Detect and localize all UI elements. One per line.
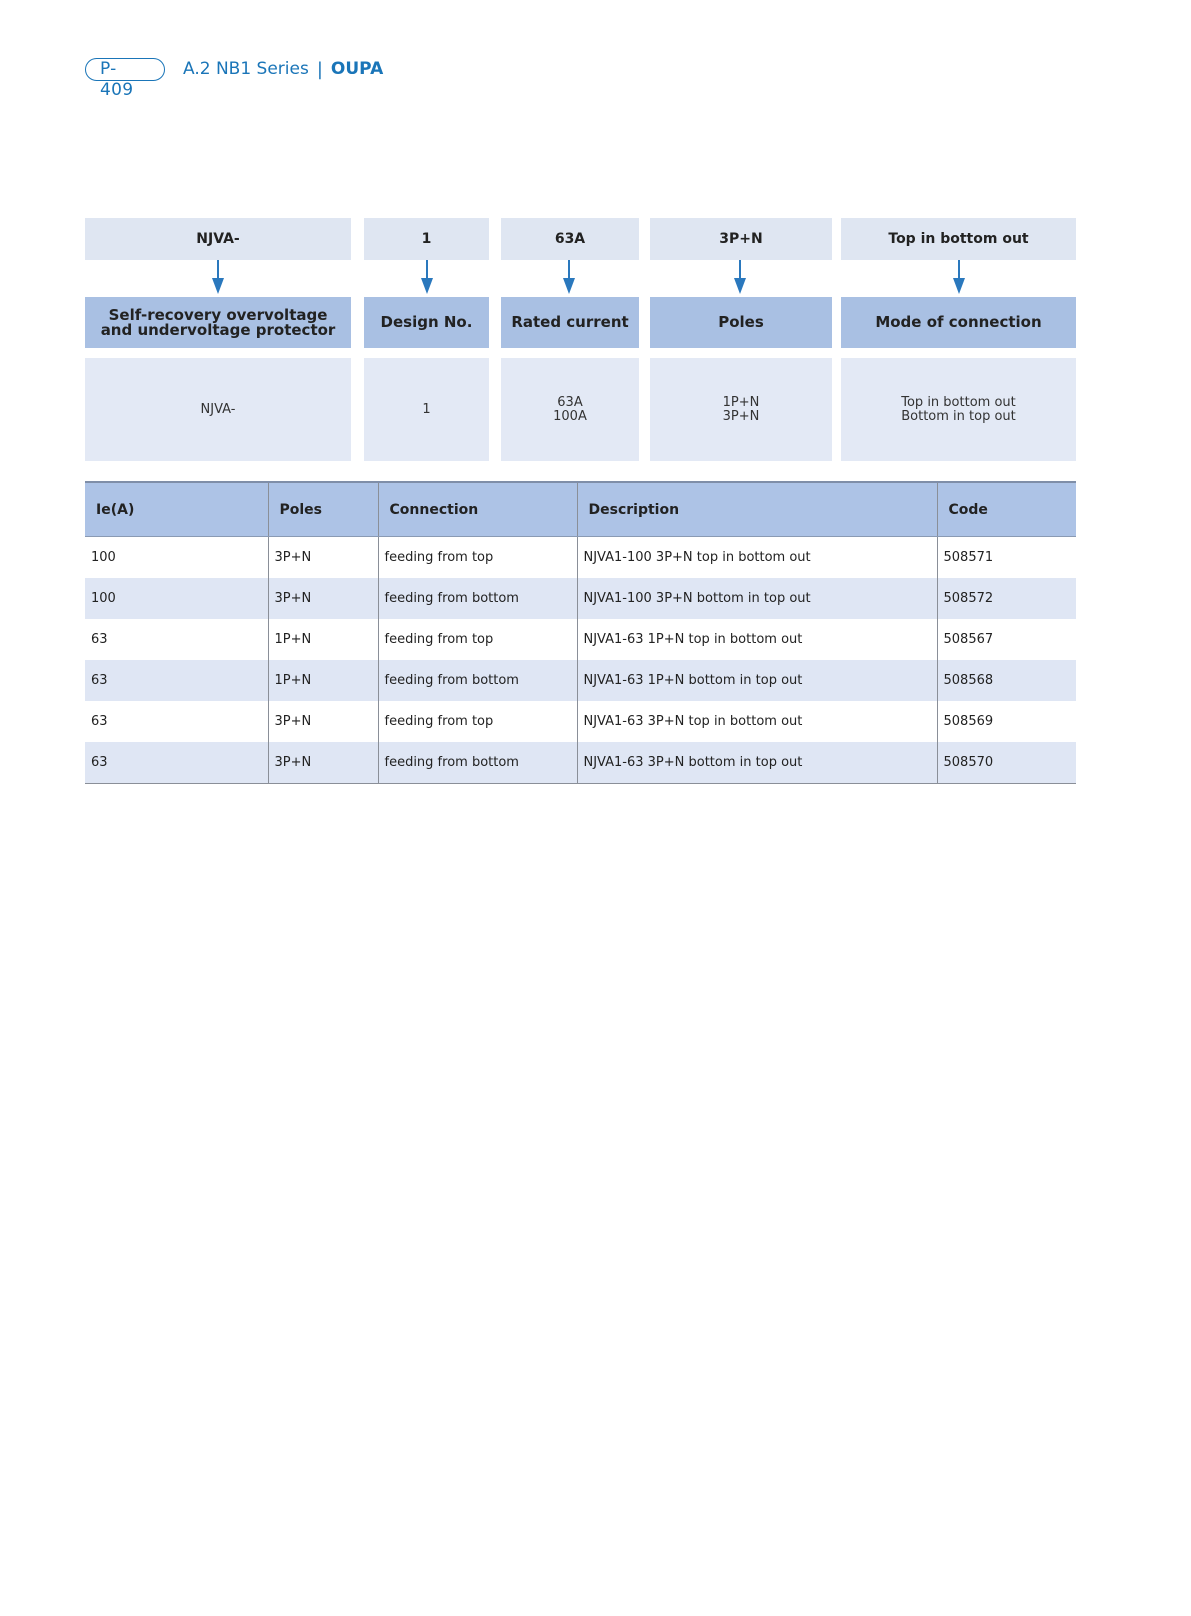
cell-connection: feeding from top xyxy=(378,619,577,660)
table-row xyxy=(85,537,1076,579)
column-header-code: Code xyxy=(937,482,1076,537)
cell-description: NJVA1-100 3P+N bottom in top out xyxy=(577,578,937,619)
cell-poles: 1P+N xyxy=(268,619,378,660)
down-arrow-icon xyxy=(734,260,746,296)
cell-description: NJVA1-63 1P+N bottom in top out xyxy=(577,660,937,701)
cell-code: 508569 xyxy=(937,701,1076,742)
cell-ie: 100 xyxy=(91,550,116,565)
cell-code: 508568 xyxy=(937,660,1076,701)
down-arrow-icon xyxy=(953,260,965,296)
option-value: 63A xyxy=(557,394,583,410)
cell-description: NJVA1-63 3P+N bottom in top out xyxy=(577,742,937,784)
order-code-options-product xyxy=(85,358,351,461)
cell-poles: 3P+N xyxy=(268,537,378,579)
cell-code: 508570 xyxy=(937,742,1076,784)
table-row xyxy=(85,619,1076,660)
down-arrow-icon xyxy=(421,260,433,296)
column-header-poles: Poles xyxy=(268,482,378,537)
order-code-label-product: Self-recovery overvoltage and undervoltage protector xyxy=(85,297,351,348)
table-row xyxy=(85,701,1076,742)
option-value: 1P+N xyxy=(722,394,760,410)
order-code-example-poles: 3P+N xyxy=(650,218,832,260)
cell-ie: 100 xyxy=(85,578,268,619)
cell-code: 508567 xyxy=(937,619,1076,660)
header-separator: | xyxy=(316,58,323,80)
order-code-example-prefix: NJVA- xyxy=(85,218,351,260)
table-header-row xyxy=(85,482,1076,537)
brand-name: OUPA xyxy=(330,59,384,79)
cell-description: NJVA1-100 3P+N top in bottom out xyxy=(577,537,937,579)
column-header-connection: Connection xyxy=(378,482,577,537)
cell-connection: feeding from bottom xyxy=(378,578,577,619)
option-value: Bottom in top out xyxy=(901,408,1016,424)
cell-connection: feeding from bottom xyxy=(378,660,577,701)
table-row xyxy=(85,742,1076,784)
order-code-options-current xyxy=(501,358,639,461)
option-value: Top in bottom out xyxy=(901,394,1016,410)
down-arrow-icon xyxy=(212,260,224,296)
table-row xyxy=(85,660,1076,701)
down-arrow-icon xyxy=(563,260,575,296)
order-code-options-poles xyxy=(650,358,832,461)
order-code-label-current: Rated current xyxy=(501,297,639,348)
product-code-table xyxy=(85,481,1076,784)
option-value: 3P+N xyxy=(722,408,760,424)
cell-connection: feeding from top xyxy=(378,701,577,742)
cell-poles: 1P+N xyxy=(268,660,378,701)
order-code-options-design xyxy=(364,358,489,461)
order-code-example-connection: Top in bottom out xyxy=(841,218,1076,260)
table-row xyxy=(85,578,1076,619)
cell-description: NJVA1-63 3P+N top in bottom out xyxy=(577,701,937,742)
order-code-label-poles: Poles xyxy=(650,297,832,348)
cell-ie: 63 xyxy=(85,742,268,784)
option-value: NJVA- xyxy=(200,401,236,417)
cell-connection: feeding from bottom xyxy=(378,742,577,784)
cell-poles: 3P+N xyxy=(268,742,378,784)
column-header-description: Description xyxy=(577,482,937,537)
order-code-example-current: 63A xyxy=(501,218,639,260)
order-code-example-design: 1 xyxy=(364,218,489,260)
order-code-options-connection xyxy=(841,358,1076,461)
cell-ie: 63 xyxy=(91,632,108,647)
page-header xyxy=(85,56,384,100)
cell-description: NJVA1-63 1P+N top in bottom out xyxy=(577,619,937,660)
cell-poles: 3P+N xyxy=(268,701,378,742)
cell-connection: feeding from top xyxy=(378,537,577,579)
order-code-label-connection: Mode of connection xyxy=(841,297,1076,348)
order-code-label-design: Design No. xyxy=(364,297,489,348)
cell-ie: 63 xyxy=(85,660,268,701)
option-value: 1 xyxy=(422,401,431,417)
cell-poles: 3P+N xyxy=(268,578,378,619)
page-number-badge: P- 409 xyxy=(85,58,165,81)
cell-code: 508571 xyxy=(937,537,1076,579)
option-value: 100A xyxy=(553,408,587,424)
cell-ie: 63 xyxy=(91,714,108,729)
column-header-ie: Ie(A) xyxy=(85,482,268,537)
series-title: A.2 NB1 Series xyxy=(183,59,309,79)
cell-code: 508572 xyxy=(937,578,1076,619)
